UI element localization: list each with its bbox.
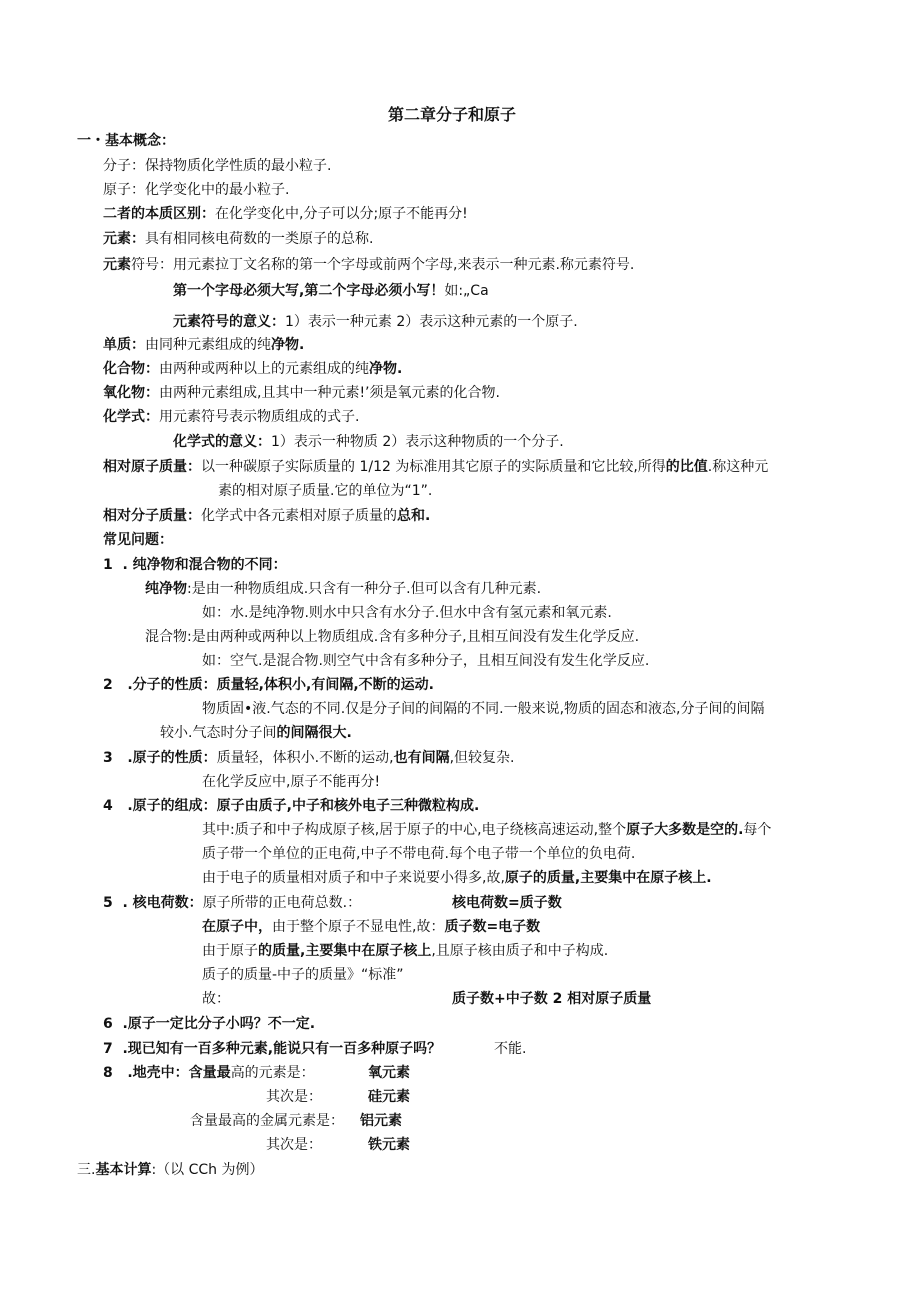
- definition-element-symbol: [103, 256, 634, 274]
- question-5-p1-bold-b: 质子数=电子数: [444, 919, 541, 935]
- definition-simple-substance: [103, 336, 304, 354]
- next-is-2: 其次是：: [266, 1137, 322, 1153]
- relative-atomic-mass-line2: 素的相对原子质量.它的单位为“1”.: [218, 483, 433, 499]
- common-questions-heading: 常见问题：: [103, 532, 173, 548]
- section-heading-basic-concepts: 一・基本概念：: [77, 133, 175, 149]
- question-8-label: 8 .地壳中：含量: [103, 1065, 217, 1081]
- question-5-paragraph-2: [202, 942, 608, 960]
- capitalization-example: 如:„Ca: [444, 283, 489, 299]
- question-4-paragraph-3: [202, 869, 712, 887]
- question-8-bold: 最: [216, 1065, 231, 1081]
- question-5-p1-bold-a: 在原子中，: [202, 919, 272, 935]
- page-title: 第二章分子和原子: [388, 105, 517, 124]
- element-symbol-text: 符号：用元素拉丁文名称的第一个字母或前两个字母,来表示一种元素.称元素符号.: [131, 257, 635, 273]
- simple-substance-text: 由同种元素组成的纯: [145, 337, 271, 353]
- essential-difference: [103, 205, 468, 223]
- element-symbol-meaning: [173, 313, 578, 331]
- question-4: 4 .原子的组成：原子由质子,中子和核外电子三种微粒构成.: [103, 798, 480, 814]
- question-7-answer: 不能.: [494, 1041, 527, 1057]
- element-symbol-meaning-label: 元素符号的意义：: [173, 314, 285, 330]
- simple-substance-label: 单质：: [103, 337, 145, 353]
- question-2-paragraph-1: 物质固•液.气态的不同.仅是分子间的间隔的不同.一般来说,物质的固态和液态,分子间的间隔: [202, 701, 765, 717]
- chemical-formula-meaning-text: 1）表示一种物质 2）表示这种物质的一个分子.: [271, 434, 564, 450]
- compound-text: 由两种或两种以上的元素组成的纯: [159, 361, 369, 377]
- oxide-text: 由两种元素组成,且其中一种元素!’须是氧元素的化合物.: [159, 385, 500, 401]
- question-8: [103, 1064, 315, 1082]
- nuclear-charge-equals-protons: 核电荷数=质子数: [452, 895, 562, 911]
- question-1: 1 . 纯净物和混合物的不同：: [103, 557, 287, 573]
- question-5-text: 原子所带的正电荷总数.：: [202, 895, 362, 911]
- definition-element: [103, 230, 373, 248]
- question-2-paragraph-2-text: 较小.气态时分子间: [160, 725, 277, 741]
- question-5-paragraph-1: [202, 918, 540, 936]
- compound-end: 净物.: [369, 361, 403, 377]
- definition-atom: 原子：化学变化中的最小粒子.: [103, 182, 290, 198]
- question-4-p1-text: 其中:质子和中子构成原子核,居于原子的中心,电子绕核高速运动,整个: [202, 822, 627, 838]
- relative-atomic-mass-text: 以一种碳原子实际质量的 1/12 为标准用其它原子的实际质量和它比较,所得: [201, 459, 666, 475]
- element-symbol-meaning-text: 1）表示一种元素 2）表示这种元素的一个原子.: [285, 314, 578, 330]
- question-3: [103, 749, 515, 767]
- compound-label: 化合物：: [103, 361, 159, 377]
- pure-substance: [145, 580, 541, 598]
- relative-atomic-mass-bold: 的比值: [665, 459, 708, 475]
- pure-substance-text: :是由一种物质组成.只含有一种分子.但可以含有几种元素.: [187, 581, 542, 597]
- element-label: 元素：: [103, 231, 145, 247]
- question-3-end: ,但较复杂.: [449, 750, 515, 766]
- relative-atomic-mass-label: 相对原子质量：: [103, 459, 201, 475]
- definition-molecule: 分子：保持物质化学性质的最小粒子.: [103, 158, 332, 174]
- oxide-label: 氧化物：: [103, 385, 159, 401]
- question-5-label: 5 . 核电荷数：: [103, 895, 203, 911]
- definition-chemical-formula: [103, 408, 359, 426]
- question-7-text: 7 .现已知有一百多种元素,能说只有一百多种原子吗？: [103, 1041, 442, 1057]
- next-is-1: 其次是：: [266, 1089, 322, 1105]
- section-3-title: 基本计算: [95, 1162, 152, 1178]
- question-5-p1-text: 由于整个原子不显电性,故：: [272, 919, 445, 935]
- question-2-paragraph-2: [160, 724, 352, 742]
- question-4-p1-bold: 原子大多数是空的.: [626, 822, 744, 838]
- pure-substance-example: 如：水.是纯净物.则水中只含有水分子.但水中含有氢元素和氧元素.: [202, 605, 612, 621]
- highest-metal-element: 含量最高的金属元素是：: [190, 1113, 344, 1129]
- question-6: 6 .原子一定比分子小吗？不一定.: [103, 1016, 316, 1032]
- definition-relative-atomic-mass: [103, 458, 768, 476]
- chemical-formula-meaning: [173, 433, 564, 451]
- question-4-p3-text: 由于电子的质量相对质子和中子来说要小得多,故,: [202, 870, 505, 886]
- mixture: 混合物:是由两种或两种以上物质组成.含有多种分子,且相互间没有发生化学反应.: [145, 629, 640, 645]
- question-7: [103, 1040, 441, 1058]
- section-heading-basic-calc: [77, 1161, 264, 1179]
- chemical-formula-meaning-label: 化学式的意义：: [173, 434, 271, 450]
- relative-atomic-mass-text-end: .称这种元: [707, 459, 769, 475]
- capitalization-rule: [173, 282, 489, 300]
- element-symbol-label: 元素: [103, 257, 131, 273]
- question-5-p2-text-b: ,且原子核由质子和中子构成.: [431, 943, 609, 959]
- chemical-formula-label: 化学式：: [103, 409, 159, 425]
- question-4-p3-bold: 原子的质量,主要集中在原子核上.: [504, 870, 712, 886]
- relative-molecular-mass-label: 相对分子质量：: [103, 508, 201, 524]
- element-text: 具有相同核电荷数的一类原子的总称.: [145, 231, 374, 247]
- definition-oxide: [103, 384, 500, 402]
- answer-iron: 铁元素: [368, 1137, 410, 1153]
- question-5-p2-bold: 的质量,主要集中在原子核上: [258, 943, 432, 959]
- capitalization-rule-text: 第一个字母必须大写,第二个字母必须小写！: [173, 283, 445, 299]
- question-3-text: 质量轻，体积小.不断的运动,: [216, 750, 394, 766]
- question-5-paragraph-3: 质子的质量-中子的质量》“标准”: [202, 967, 404, 983]
- relative-molecular-mass-end: 总和.: [397, 508, 431, 524]
- question-5-p2-text-a: 由于原子: [202, 943, 258, 959]
- definition-compound: [103, 360, 402, 378]
- answer-aluminum: 铝元素: [360, 1113, 402, 1129]
- answer-silicon: 硅元素: [368, 1089, 410, 1105]
- question-2: 2 .分子的性质：质量轻,体积小,有间隔,不断的运动.: [103, 677, 434, 693]
- essential-difference-label: 二者的本质区别：: [103, 206, 215, 222]
- question-2-paragraph-2-bold: 的间隔很大.: [276, 725, 352, 741]
- definition-relative-molecular-mass: [103, 507, 430, 525]
- question-5-paragraph-4-label: 故：: [202, 991, 230, 1007]
- essential-difference-text: 在化学变化中,分子可以分;原子不能再分!: [215, 206, 468, 222]
- question-5-paragraph-4-formula: 质子数+中子数 2 相对原子质量: [452, 991, 652, 1007]
- pure-substance-label: 纯净物: [145, 581, 187, 597]
- answer-oxygen: 氧元素: [368, 1065, 410, 1081]
- mixture-example: 如：空气.是混合物.则空气中含有多种分子，且相互间没有发生化学反应.: [202, 653, 650, 669]
- question-4-p1-end: 每个: [743, 822, 772, 838]
- question-3-label: 3 .原子的性质：: [103, 750, 217, 766]
- question-5: [103, 894, 361, 912]
- question-4-paragraph-2: 质子带一个单位的正电荷,中子不带电荷.每个电子带一个单位的负电荷.: [202, 846, 636, 862]
- section-3-number: 三.: [77, 1162, 96, 1178]
- question-8-text: 高的元素是：: [230, 1065, 315, 1081]
- question-3-bold: 也有间隔: [393, 750, 450, 766]
- section-3-note: :（以 CCh 为例）: [151, 1162, 264, 1178]
- simple-substance-end: 净物.: [271, 337, 305, 353]
- question-4-paragraph-1: [202, 821, 771, 839]
- chemical-formula-text: 用元素符号表示物质组成的式子.: [159, 409, 360, 425]
- relative-molecular-mass-text: 化学式中各元素相对原子质量的: [201, 508, 397, 524]
- question-3-paragraph: 在化学反应中,原子不能再分!: [202, 774, 381, 790]
